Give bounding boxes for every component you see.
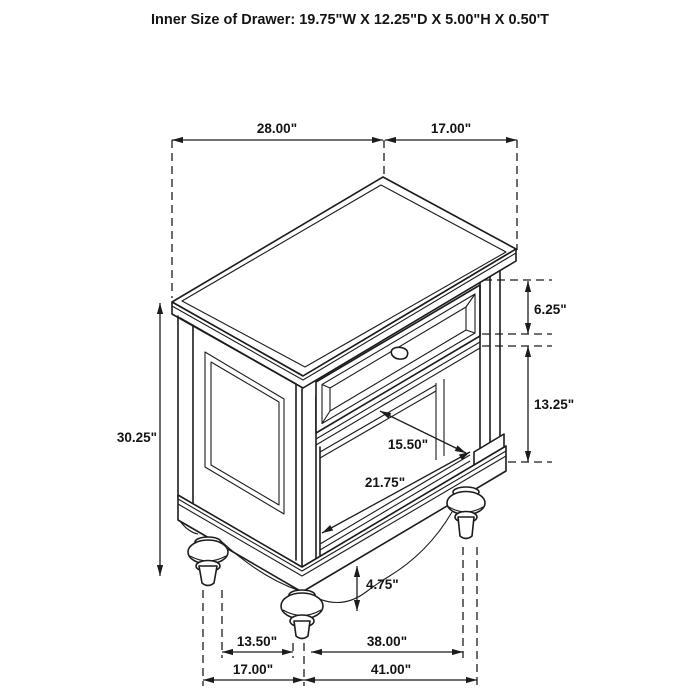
dim-label-shelf-width: 21.75" — [364, 475, 406, 490]
dim-top-width — [172, 121, 383, 140]
dim-base-width — [304, 662, 477, 680]
dim-drawer-height — [528, 281, 567, 334]
front-right-leg — [447, 487, 485, 539]
dim-label-top-depth: 17.00" — [430, 121, 472, 136]
dim-opening-height — [528, 346, 574, 462]
dim-label-base-depth: 17.00" — [232, 662, 274, 677]
dim-top-depth — [385, 121, 517, 140]
dim-leg-height — [357, 566, 399, 611]
dim-label-legs-front-span: 13.50" — [236, 634, 278, 649]
dim-label-base-width: 41.00" — [370, 662, 412, 677]
dim-legs-front-span — [222, 634, 293, 652]
back-left-leg — [188, 537, 228, 586]
dim-base-depth — [203, 662, 304, 680]
tabletop — [172, 177, 516, 388]
page-title: Inner Size of Drawer: 19.75"W X 12.25"D X 5.00"H X 0.50'T — [150, 12, 550, 28]
dim-legs-right-span — [311, 634, 463, 652]
dim-label-drawer-height: 6.25" — [534, 302, 567, 317]
dim-label-shelf-depth: 15.50" — [387, 437, 429, 452]
dim-label-legs-right-span: 38.00" — [366, 634, 408, 649]
base-plinth — [178, 446, 506, 603]
dim-label-opening-height: 13.25" — [534, 397, 575, 412]
drawer-handle — [391, 347, 407, 359]
dim-label-overall-height: 30.25" — [116, 430, 157, 445]
nightstand-drawing — [172, 177, 516, 639]
dim-label-top-width: 28.00" — [256, 121, 298, 136]
dim-label-leg-height: 4.75" — [366, 577, 399, 592]
front-center-leg — [281, 590, 323, 639]
dim-overall-height — [117, 303, 160, 576]
dim-shelf-depth — [380, 411, 466, 453]
